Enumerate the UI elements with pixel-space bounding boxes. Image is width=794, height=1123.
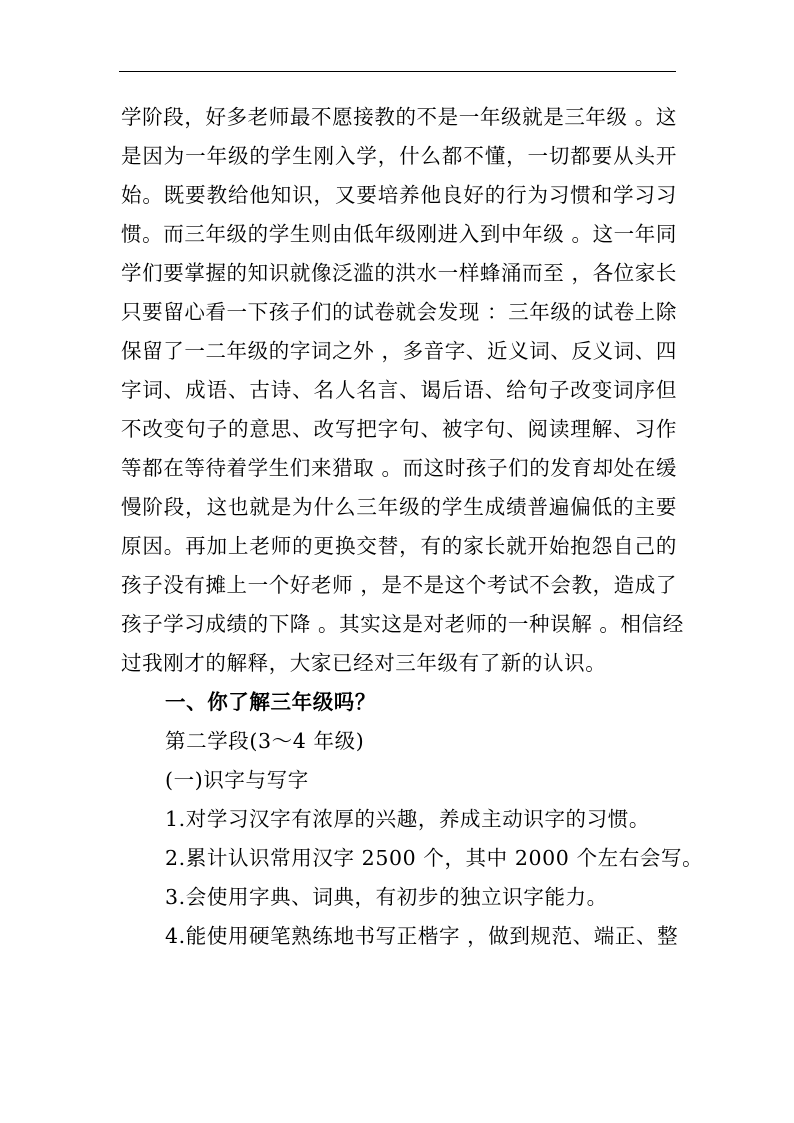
paragraph-line: 学阶段，好多老师最不愿接教的不是一年级就是三年级 。这 bbox=[121, 105, 677, 129]
stage-title: 第二学段(3～4 年级) bbox=[165, 729, 365, 753]
list-item: 1.对学习汉字有浓厚的兴趣，养成主动识字的习惯。 bbox=[165, 807, 650, 831]
paragraph-line: 过我刚才的解释，大家已经对三年级有了新的认识。 bbox=[121, 651, 607, 675]
list-item: 4.能使用硬笔熟练地书写正楷字 ，做到规范、端正、整 bbox=[165, 924, 679, 948]
paragraph-line: 始。既要教给他知识，又要培养他良好的行为习惯和学习习 bbox=[121, 183, 677, 207]
list-item: 2.累计认识常用汉字 2500 个，其中 2000 个左右会写。 bbox=[165, 846, 704, 870]
paragraph-line: 是因为一年级的学生刚入学，什么都不懂，一切都要从头开 bbox=[121, 144, 677, 168]
paragraph-line: 等都在等待着学生们来猎取 。而这时孩子们的发育却处在缓 bbox=[121, 456, 677, 480]
header-rule bbox=[119, 71, 676, 72]
paragraph-line: 保留了一二年级的字词之外 ，多音字、近义词、反义词、四 bbox=[121, 339, 677, 363]
paragraph-line: 只要留心看一下孩子们的试卷就会发现 ：三年级的试卷上除 bbox=[121, 300, 677, 324]
paragraph-line: 不改变句子的意思、改写把字句、被字句、阅读理解、习作 bbox=[121, 417, 677, 441]
document-body bbox=[121, 98, 704, 956]
paragraph-line: 原因。再加上老师的更换交替，有的家长就开始抱怨自己的 bbox=[121, 534, 677, 558]
list-item: 3.会使用字典、词典，有初步的独立识字能力。 bbox=[165, 885, 608, 909]
paragraph-line: 孩子学习成绩的下降 。其实这是对老师的一种误解 。相信经 bbox=[121, 612, 684, 636]
subsection-title: (一)识字与写字 bbox=[165, 768, 309, 792]
paragraph-line: 慢阶段，这也就是为什么三年级的学生成绩普遍偏低的主要 bbox=[121, 495, 677, 519]
paragraph-line: 惯。而三年级的学生则由低年级刚进入到中年级 。这一年同 bbox=[121, 222, 677, 246]
section-heading: 一、你了解三年级吗？ bbox=[165, 690, 376, 714]
paragraph-line: 字词、成语、古诗、名人名言、谒后语、给句子改变词序但 bbox=[121, 378, 677, 402]
paragraph-line: 学们要掌握的知识就像泛滥的洪水一样蜂涌而至 ，各位家长 bbox=[121, 261, 677, 285]
paragraph-line: 孩子没有摊上一个好老师 ，是不是这个考试不会教，造成了 bbox=[121, 573, 677, 597]
